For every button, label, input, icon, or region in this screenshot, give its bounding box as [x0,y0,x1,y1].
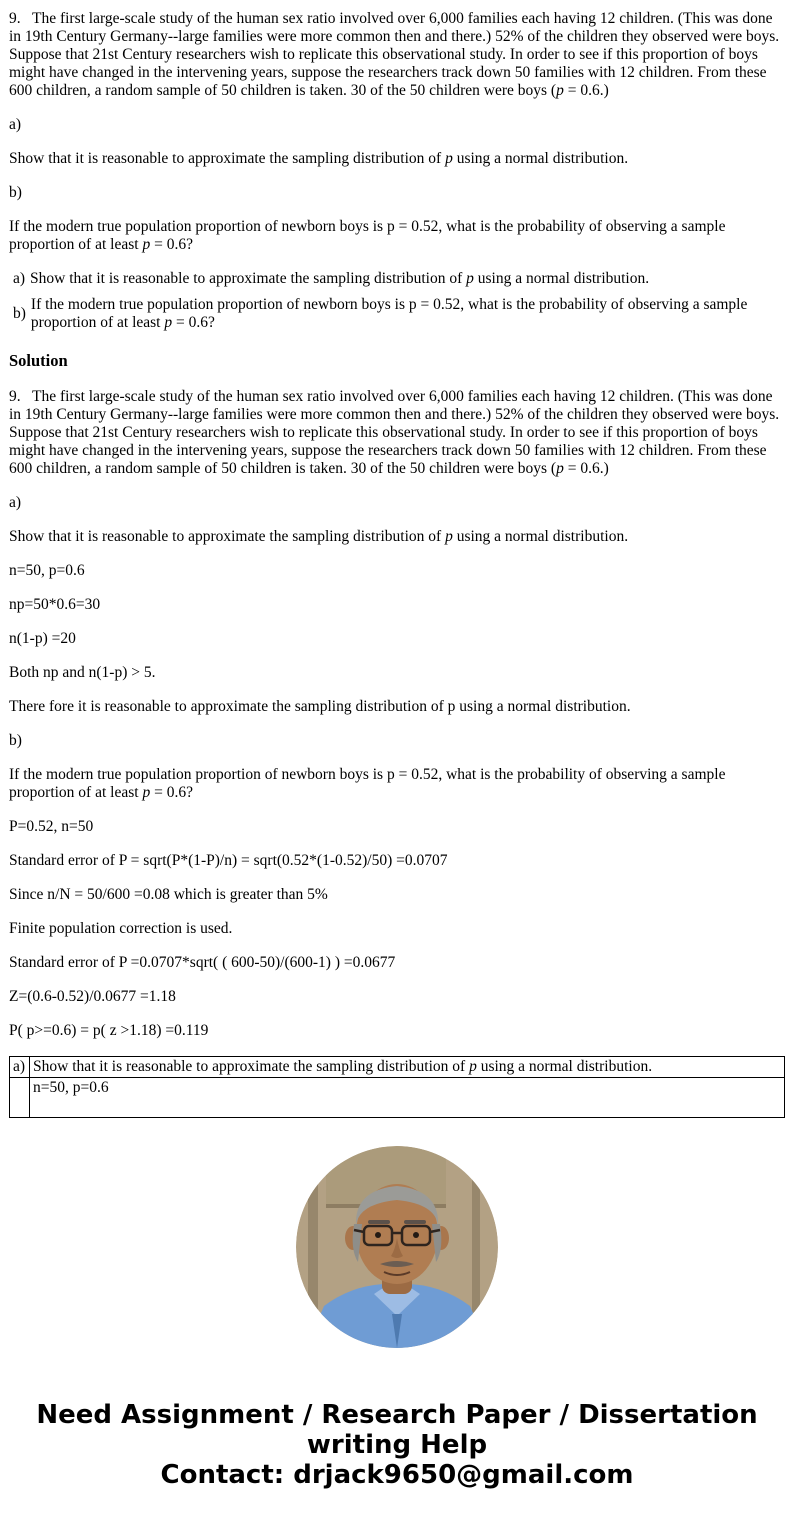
tutor-portrait-illustration [296,1146,498,1348]
solution-line: Both np and n(1-p) > 5. [9,664,156,681]
table-row [10,1057,785,1078]
footer-contact-email: Contact: drjack9650@gmail.com [160,1460,634,1490]
restated-b-label: b) [13,305,26,322]
part-b-label: b) [9,184,22,201]
restated-a-label: a) [13,270,26,287]
table-cell-a-label: a) [10,1057,30,1078]
part-b-text: If the modern true population proportion of newborn boys is p = 0.52, what is the probability of observing a sample proportion of at least [9,218,730,253]
p-symbol: p [142,236,151,253]
solution-line: Finite population correction is used. [9,920,233,937]
part-b-question [9,218,785,254]
p-symbol: p [445,150,453,167]
p-symbol: p [142,784,151,801]
table-row [10,1078,785,1118]
solution-line: There fore it is reasonable to approximate the sampling distribution of p using a normal distribution. [9,698,631,715]
solution-line: Since n/N = 50/600 =0.08 which is greater than 5% [9,886,328,903]
solution-line: Standard error of P =0.0707*sqrt( ( 600-50)/(600-1) ) =0.0677 [9,954,396,971]
p-symbol: p [466,270,474,287]
solution-heading: Solution [9,351,68,370]
solution-part-a-label: a) [9,494,22,511]
table-cell-b-text: n=50, p=0.6 [30,1078,785,1118]
part-a-tail: using a normal distribution. [452,150,629,167]
footer-promo [25,1400,769,1490]
restated-b-text: If the modern true population proportion of newborn boys is p = 0.52, what is the probability of observing a sample proportion of at least p = 0.6? [30,296,752,331]
table-cell-empty [10,1078,30,1118]
p-symbol: p [556,460,564,477]
solution-line: np=50*0.6=30 [9,596,101,613]
solution-part-b-label: b) [9,732,22,749]
restated-a-text: Show that it is reasonable to approximate the sampling distribution of p using a normal distribution. [30,270,650,287]
p-symbol: p [469,1058,477,1075]
solution-line: P( p>=0.6) = p( z >1.18) =0.119 [9,1022,209,1039]
table-cell-a-text: Show that it is reasonable to approximate the sampling distribution of p using a normal distribution. [30,1057,785,1078]
solution-part-b-question: If the modern true population proportion of newborn boys is p = 0.52, what is the probability of observing a sample proportion of at least p = 0.6? [9,766,730,801]
solution-line: n=50, p=0.6 [9,562,85,579]
solution-table [9,1056,785,1118]
solution-line: n(1-p) =20 [9,630,76,647]
question-statement [9,10,785,100]
footer-help-text: Need Assignment / Research Paper / Dissertation writing Help [36,1400,758,1460]
part-b-tail: = 0.6? [150,236,193,253]
p-symbol: p [445,528,453,545]
solution-line: Standard error of P = sqrt(P*(1-P)/n) = sqrt(0.52*(1-0.52)/50) =0.0707 [9,852,448,869]
question-intro-text: 9. The first large-scale study of the human sex ratio involved over 6,000 families each having 12 children. (This was done in 19th Century Germany--large families were more common then and there.) 52% of the children they observed were boys. Suppose that 21st Century researchers wish to replicate this observational study. In order to see if this proportion of boys might have changed in the intervening years, suppose the researchers track down 50 families with 12 children. From these 600 children, a random sample of 50 children is taken. 30 of the 50 children were boys ( [9,10,784,99]
solution-line: Z=(0.6-0.52)/0.0677 =1.18 [9,988,176,1005]
p-symbol: p [164,314,173,331]
solution-line: P=0.52, n=50 [9,818,94,835]
part-a-question [9,150,785,168]
restated-part-b [9,296,785,332]
part-a-text: Show that it is reasonable to approximate the sampling distribution of [9,150,446,167]
solution-part-a-question: Show that it is reasonable to approximate the sampling distribution of p using a normal distribution. [9,528,629,545]
p-symbol: p [556,82,564,99]
question-statement-repeat: 9. The first large-scale study of the human sex ratio involved over 6,000 families each having 12 children. (This was done in 19th Century Germany--large families were more common then and there.) 52% of the children they observed were boys. Suppose that 21st Century researchers wish to replicate this observational study. In order to see if this proportion of boys might have changed in the intervening years, suppose the researchers track down 50 families with 12 children. From these 600 children, a random sample of 50 children is taken. 30 of the 50 children were boys (p = 0.6.) [9,388,784,477]
question-intro-tail: = 0.6.) [563,82,609,99]
part-a-label: a) [9,116,22,133]
tutor-photo-avatar [296,1146,498,1348]
restated-part-a [9,270,785,288]
